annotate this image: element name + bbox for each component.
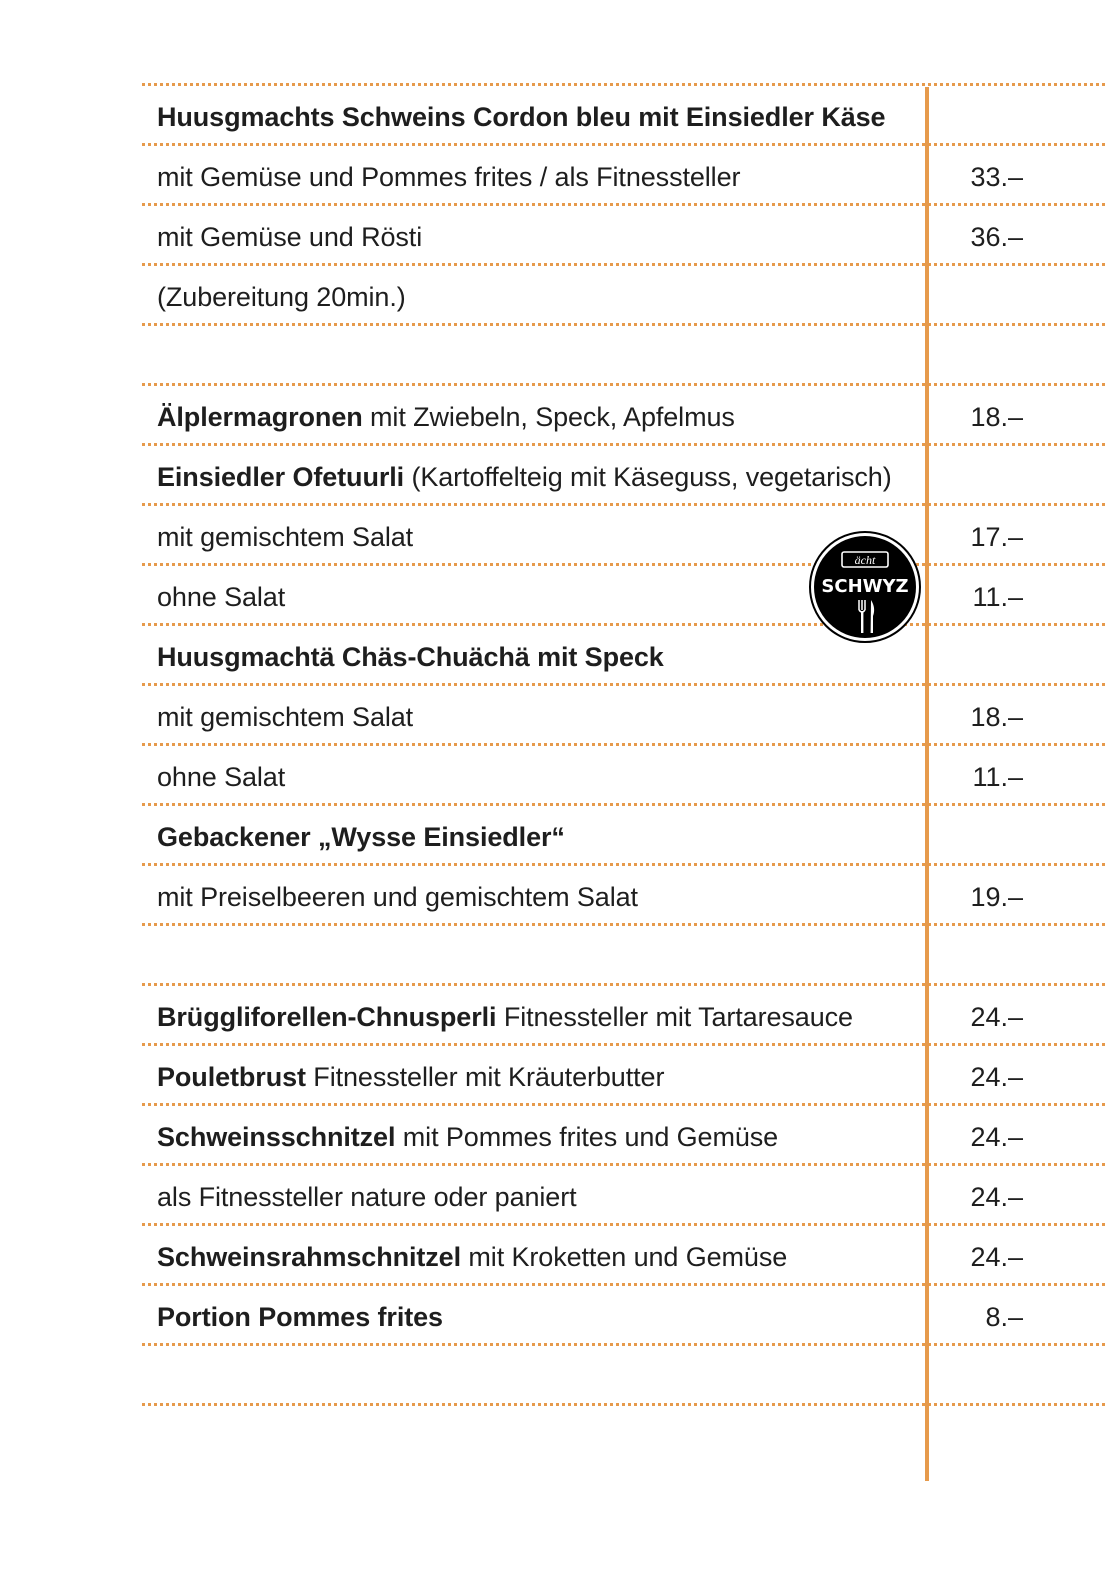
menu-item-name: Älplermagronen xyxy=(157,402,363,432)
menu-item-description: Fitnessteller mit Tartaresauce xyxy=(496,1002,853,1032)
menu-item-text xyxy=(157,866,638,926)
menu-item-description: ohne Salat xyxy=(157,762,286,792)
menu-list xyxy=(142,83,1105,1406)
menu-item-text xyxy=(157,386,735,446)
menu-item-text xyxy=(157,1286,443,1346)
menu-item-description: mit Preiselbeeren und gemischtem Salat xyxy=(157,882,638,912)
menu-item-price: 8.– xyxy=(985,1302,1023,1332)
menu-row xyxy=(142,986,1105,1046)
logo-main-text: SCHWYZ xyxy=(821,576,909,597)
menu-item-description: mit Zwiebeln, Speck, Apfelmus xyxy=(362,402,735,432)
menu-item-description: mit gemischtem Salat xyxy=(157,702,414,732)
menu-item-text xyxy=(157,1046,664,1106)
menu-item-description: als Fitnessteller nature oder paniert xyxy=(157,1182,577,1212)
aecht-schwyz-logo xyxy=(808,530,922,644)
menu-row xyxy=(142,86,1105,146)
menu-row xyxy=(142,746,1105,806)
menu-item-description: ohne Salat xyxy=(157,582,286,612)
menu-row xyxy=(142,926,1105,986)
menu-item-description: mit Pommes frites und Gemüse xyxy=(395,1122,779,1152)
menu-item-text xyxy=(157,746,285,806)
menu-item-price: 18.– xyxy=(970,402,1023,432)
menu-item-name: Schweinsschnitzel xyxy=(157,1122,396,1152)
menu-row xyxy=(142,1226,1105,1286)
menu-item-text xyxy=(157,626,664,686)
menu-item-price: 18.– xyxy=(970,702,1023,732)
menu-item-text xyxy=(157,1226,787,1286)
menu-item-price: 24.– xyxy=(970,1062,1023,1092)
menu-item-name: Pouletbrust xyxy=(157,1062,306,1092)
menu-row xyxy=(142,1106,1105,1166)
menu-item-text xyxy=(157,986,853,1046)
menu-item-description: mit Kroketten und Gemüse xyxy=(461,1242,788,1272)
menu-row xyxy=(142,446,1105,506)
menu-row xyxy=(142,866,1105,926)
menu-item-price: 33.– xyxy=(970,162,1023,192)
menu-item-description: mit Gemüse und Pommes frites / als Fitnessteller xyxy=(157,162,741,192)
menu-item-text xyxy=(157,266,406,326)
menu-row xyxy=(142,266,1105,326)
menu-item-price: 24.– xyxy=(970,1002,1023,1032)
menu-item-price: 17.– xyxy=(970,522,1023,552)
menu-item-text xyxy=(157,86,885,146)
menu-item-text xyxy=(157,206,422,266)
menu-item-price: 24.– xyxy=(970,1182,1023,1212)
menu-row xyxy=(142,1286,1105,1346)
menu-row xyxy=(142,1346,1105,1406)
menu-item-price: 24.– xyxy=(970,1242,1023,1272)
menu-item-price: 19.– xyxy=(970,882,1023,912)
menu-row xyxy=(142,1046,1105,1106)
menu-row xyxy=(142,146,1105,206)
menu-row xyxy=(142,566,1105,626)
menu-row xyxy=(142,806,1105,866)
menu-row xyxy=(142,506,1105,566)
menu-item-price: 24.– xyxy=(970,1122,1023,1152)
menu-item-description: Fitnessteller mit Kräuterbutter xyxy=(305,1062,665,1092)
menu-item-name: Schweinsrahmschnitzel xyxy=(157,1242,461,1272)
logo-top-text: ächt xyxy=(854,553,876,567)
menu-item-text xyxy=(157,1106,778,1166)
menu-item-price: 11.– xyxy=(972,582,1023,612)
menu-item-text xyxy=(157,1166,577,1226)
menu-row xyxy=(142,206,1105,266)
menu-item-name: Huusgmachts Schweins Cordon bleu mit Einsiedler Käse xyxy=(157,102,886,132)
menu-item-text xyxy=(157,806,565,866)
menu-item-name: Gebackener „Wysse Einsiedler“ xyxy=(157,822,565,852)
menu-row xyxy=(142,326,1105,386)
menu-item-description: (Zubereitung 20min.) xyxy=(157,282,406,312)
menu-item-name: Portion Pommes frites xyxy=(157,1302,443,1332)
menu-row xyxy=(142,686,1105,746)
menu-item-price: 11.– xyxy=(972,762,1023,792)
menu-item-name: Huusgmachtä Chäs-Chuächä mit Speck xyxy=(157,642,664,672)
menu-item-description: mit gemischtem Salat xyxy=(157,522,414,552)
menu-row xyxy=(142,386,1105,446)
menu-item-price: 36.– xyxy=(970,222,1023,252)
menu-item-description: mit Gemüse und Rösti xyxy=(157,222,423,252)
menu-item-name: Einsiedler Ofetuurli xyxy=(157,462,405,492)
menu-item-text xyxy=(157,506,413,566)
price-column-divider xyxy=(925,87,929,1481)
menu-row xyxy=(142,626,1105,686)
menu-item-text xyxy=(157,146,740,206)
menu-item-text xyxy=(157,686,413,746)
menu-row xyxy=(142,1166,1105,1226)
menu-item-text xyxy=(157,446,892,506)
menu-item-text xyxy=(157,566,285,626)
menu-item-name: Brüggliforellen-Chnusperli xyxy=(157,1002,497,1032)
menu-item-description: (Kartoffelteig mit Käseguss, vegetarisch) xyxy=(404,462,892,492)
